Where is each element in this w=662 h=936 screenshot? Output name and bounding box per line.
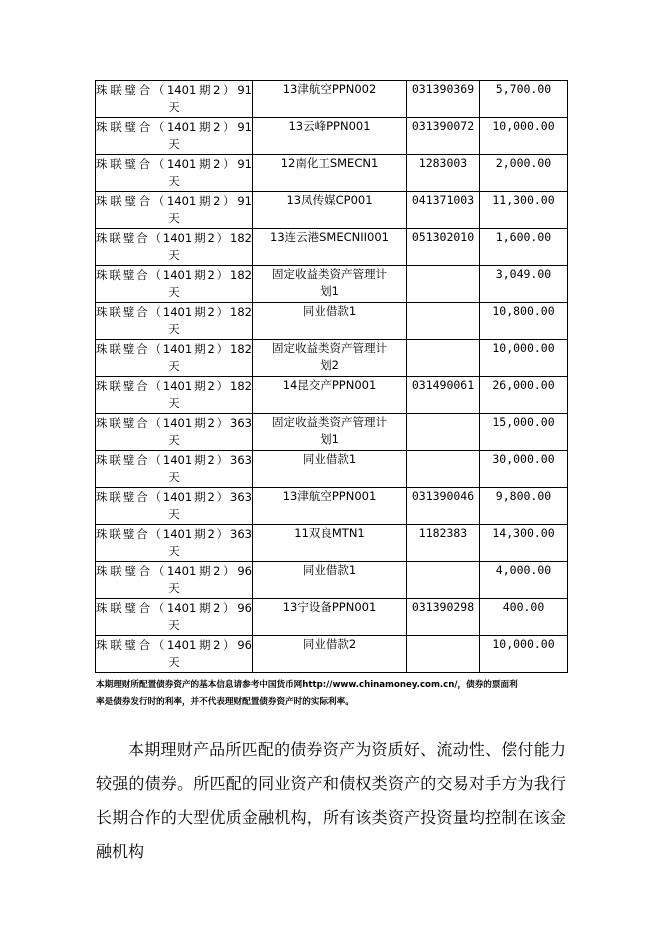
product-name-suffix: 天 <box>168 544 180 558</box>
asset-code-cell: 1182383 <box>407 525 480 562</box>
product-name: 珠联璧合（1401期2）182 <box>96 342 252 356</box>
asset-name-cell <box>253 562 407 599</box>
footnote-line-2: 率是债券发行时的利率，并不代表理财配置债券资产时的实际利率。 <box>96 697 354 707</box>
table-footnote <box>96 677 571 711</box>
asset-code-cell: 031390072 <box>407 118 480 155</box>
product-name-cell <box>96 525 253 562</box>
product-name: 珠联璧合（1401期2）363 <box>96 527 252 541</box>
asset-name-cell <box>253 488 407 525</box>
asset-name: 固定收益类资产管理计 <box>272 267 387 281</box>
product-name: 珠联璧合（1401期2）182 <box>96 268 252 282</box>
product-name-cell <box>96 340 253 377</box>
amount-cell: 10,000.00 <box>480 636 568 673</box>
table-row <box>96 340 568 377</box>
product-name-suffix: 天 <box>168 581 180 595</box>
asset-name: 12南化工SMECN1 <box>280 156 379 170</box>
amount-cell: 1,600.00 <box>480 229 568 266</box>
product-name-suffix: 天 <box>168 618 180 632</box>
asset-name: 同业借款1 <box>302 563 357 577</box>
product-name-suffix: 天 <box>168 100 180 114</box>
asset-name-cell <box>253 525 407 562</box>
amount-cell: 400.00 <box>480 599 568 636</box>
asset-holdings-table <box>95 80 568 673</box>
amount-cell: 15,000.00 <box>480 414 568 451</box>
product-name: 珠联璧合（1401期2）91 <box>96 83 252 97</box>
asset-code-cell: 031390369 <box>407 81 480 118</box>
product-name-cell <box>96 636 253 673</box>
amount-cell: 3,049.00 <box>480 266 568 303</box>
asset-code-cell <box>407 414 480 451</box>
product-name: 珠联璧合（1401期2）91 <box>96 194 252 208</box>
asset-name-cell <box>253 340 407 377</box>
product-name-cell <box>96 192 253 229</box>
product-name: 珠联璧合（1401期2）363 <box>96 490 252 504</box>
table-row <box>96 599 568 636</box>
asset-name: 13津航空PPN002 <box>282 82 377 96</box>
asset-name: 固定收益类资产管理计 <box>272 415 387 429</box>
footnote-line-1: 本期理财所配置债券资产的基本信息请参考中国货币网http://www.chinamoney.com.cn/，债券的票面利 <box>96 680 518 690</box>
asset-name: 14昆交产PPN001 <box>282 378 377 392</box>
asset-name-continued: 划2 <box>320 358 339 372</box>
product-name-cell <box>96 81 253 118</box>
amount-cell: 9,800.00 <box>480 488 568 525</box>
asset-name-cell <box>253 118 407 155</box>
asset-name: 13凤传媒CP001 <box>286 193 373 207</box>
amount-cell: 26,000.00 <box>480 377 568 414</box>
table-row <box>96 192 568 229</box>
asset-code-cell: 1283003 <box>407 155 480 192</box>
product-name: 珠联璧合（1401期2）363 <box>96 416 252 430</box>
product-name-cell <box>96 377 253 414</box>
product-name-cell <box>96 488 253 525</box>
table-row <box>96 636 568 673</box>
product-name-cell <box>96 599 253 636</box>
asset-name: 13宁设备PPN001 <box>282 600 377 614</box>
product-name-suffix: 天 <box>168 248 180 262</box>
asset-code-cell <box>407 451 480 488</box>
asset-name-cell <box>253 414 407 451</box>
asset-name-cell <box>253 636 407 673</box>
amount-cell: 30,000.00 <box>480 451 568 488</box>
asset-name-cell <box>253 303 407 340</box>
asset-code-cell <box>407 266 480 303</box>
asset-code-cell <box>407 340 480 377</box>
asset-name: 11双良MTN1 <box>294 526 365 540</box>
body-paragraph: 本期理财产品所匹配的债券资产为资质好、流动性、偿付能力较强的债券。所匹配的同业资产和债权类资产的交易对手方为我行长期合作的大型优质金融机构，所有该类资产投资量均控制在该金融机构 <box>96 740 566 861</box>
amount-cell: 10,000.00 <box>480 118 568 155</box>
product-name-cell <box>96 562 253 599</box>
table-row <box>96 414 568 451</box>
table-body <box>96 81 568 673</box>
asset-code-cell: 031390046 <box>407 488 480 525</box>
product-name-cell <box>96 451 253 488</box>
product-name: 珠联璧合（1401期2）91 <box>96 120 252 134</box>
asset-name-cell <box>253 81 407 118</box>
amount-cell: 10,800.00 <box>480 303 568 340</box>
amount-cell: 11,300.00 <box>480 192 568 229</box>
asset-name: 同业借款2 <box>302 637 357 651</box>
asset-code-cell <box>407 562 480 599</box>
asset-code-cell: 031490061 <box>407 377 480 414</box>
product-name-suffix: 天 <box>168 433 180 447</box>
product-name-cell <box>96 155 253 192</box>
asset-code-cell <box>407 303 480 340</box>
product-name-cell <box>96 118 253 155</box>
product-name: 珠联璧合（1401期2）363 <box>96 453 252 467</box>
product-name: 珠联璧合（1401期2）182 <box>96 231 252 245</box>
table-row <box>96 155 568 192</box>
amount-cell: 2,000.00 <box>480 155 568 192</box>
asset-name-cell <box>253 229 407 266</box>
table-row <box>96 81 568 118</box>
product-name-suffix: 天 <box>168 359 180 373</box>
asset-name: 13津航空PPN001 <box>282 489 377 503</box>
product-name-suffix: 天 <box>168 507 180 521</box>
product-name: 珠联璧合（1401期2）182 <box>96 305 252 319</box>
asset-name: 固定收益类资产管理计 <box>272 341 387 355</box>
amount-cell: 5,700.00 <box>480 81 568 118</box>
table-row <box>96 562 568 599</box>
asset-name: 同业借款1 <box>302 304 357 318</box>
product-name-cell <box>96 414 253 451</box>
product-name-suffix: 天 <box>168 137 180 151</box>
product-name: 珠联璧合（1401期2）96 <box>96 638 252 652</box>
product-name-cell <box>96 266 253 303</box>
table-row <box>96 266 568 303</box>
table-row <box>96 525 568 562</box>
table-row <box>96 303 568 340</box>
asset-code-cell <box>407 636 480 673</box>
product-name-suffix: 天 <box>168 174 180 188</box>
table-row <box>96 118 568 155</box>
product-name-cell <box>96 229 253 266</box>
product-name: 珠联璧合（1401期2）91 <box>96 157 252 171</box>
asset-name-continued: 划1 <box>320 432 339 446</box>
asset-code-cell: 051302010 <box>407 229 480 266</box>
asset-code-cell: 031390298 <box>407 599 480 636</box>
asset-name-cell <box>253 377 407 414</box>
asset-name: 13云峰PPN001 <box>288 119 371 133</box>
product-name-suffix: 天 <box>168 211 180 225</box>
table-row <box>96 451 568 488</box>
body-paragraph-block <box>96 733 566 869</box>
product-name-suffix: 天 <box>168 655 180 669</box>
product-name-suffix: 天 <box>168 322 180 336</box>
asset-name: 13连云港SMECNII001 <box>270 230 389 244</box>
product-name: 珠联璧合（1401期2）182 <box>96 379 252 393</box>
asset-name-cell <box>253 599 407 636</box>
table-row <box>96 377 568 414</box>
product-name-suffix: 天 <box>168 285 180 299</box>
asset-name-cell <box>253 192 407 229</box>
product-name-cell <box>96 303 253 340</box>
asset-name-cell <box>253 451 407 488</box>
asset-name-cell <box>253 155 407 192</box>
table-row <box>96 229 568 266</box>
product-name-suffix: 天 <box>168 470 180 484</box>
amount-cell: 14,300.00 <box>480 525 568 562</box>
amount-cell: 4,000.00 <box>480 562 568 599</box>
product-name: 珠联璧合（1401期2）96 <box>96 601 252 615</box>
asset-code-cell: 041371003 <box>407 192 480 229</box>
table-row <box>96 488 568 525</box>
asset-name: 同业借款1 <box>302 452 357 466</box>
product-name: 珠联璧合（1401期2）96 <box>96 564 252 578</box>
asset-name-continued: 划1 <box>320 284 339 298</box>
amount-cell: 10,000.00 <box>480 340 568 377</box>
product-name-suffix: 天 <box>168 396 180 410</box>
asset-name-cell <box>253 266 407 303</box>
